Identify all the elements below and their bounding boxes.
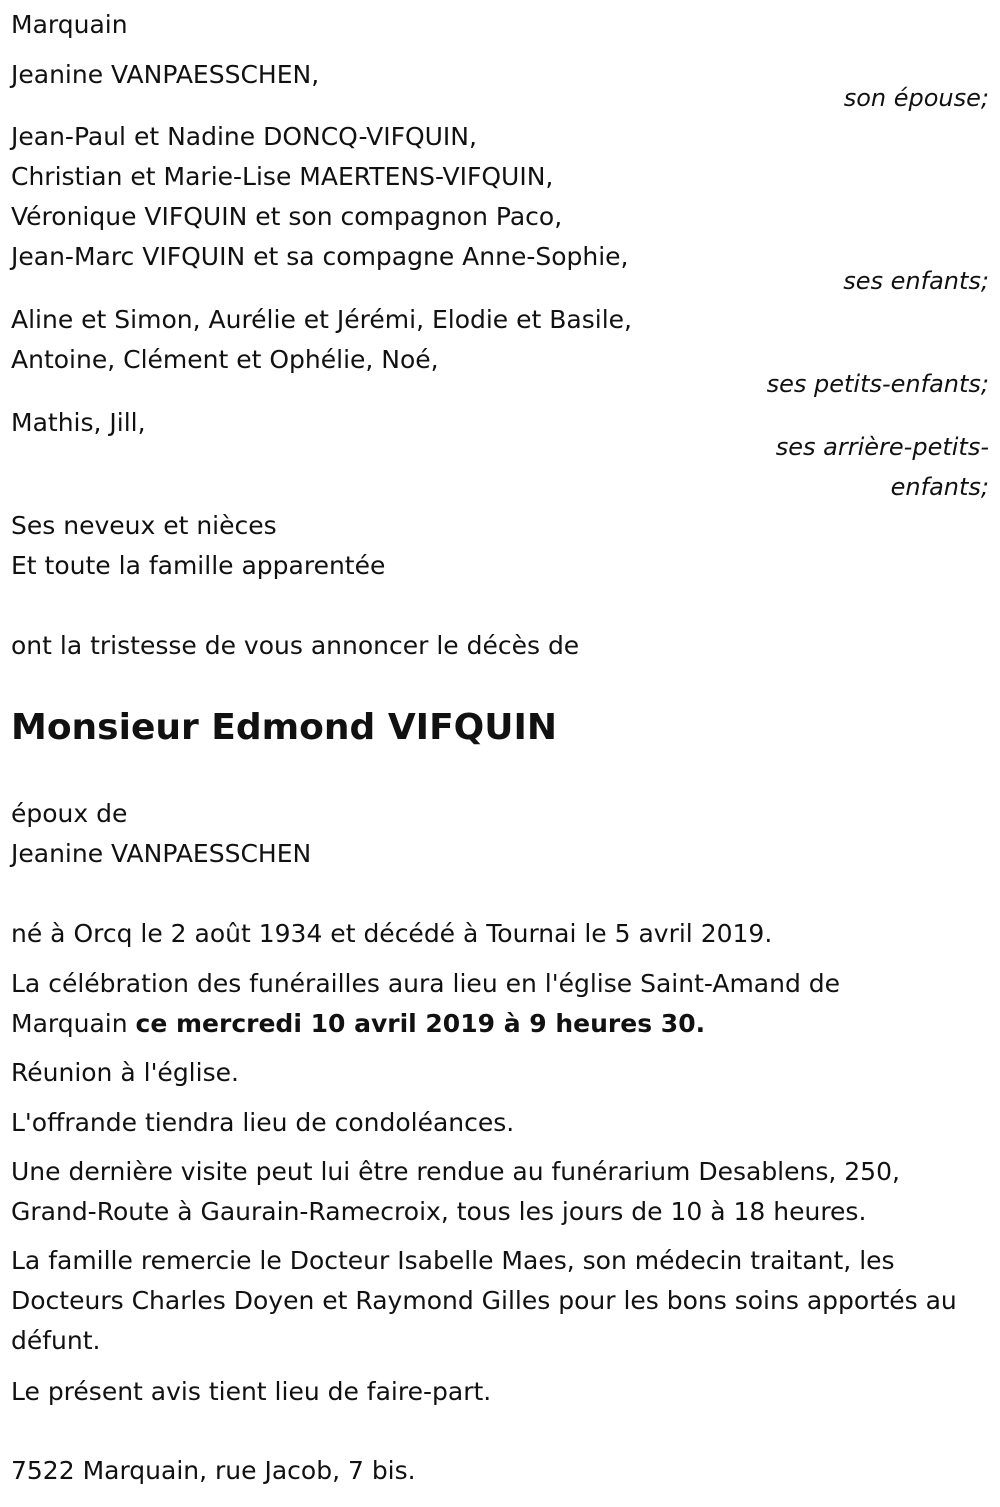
spouse-role: son épouse; bbox=[843, 84, 989, 112]
deceased-spouse-name: Jeanine VANPAESSCHEN bbox=[11, 839, 312, 868]
extended-family-line: Ses neveux et nièces bbox=[11, 511, 277, 540]
grandchildren-role: ses petits-enfants; bbox=[766, 370, 989, 398]
child-line: Jean-Marc VIFQUIN et sa compagne Anne-Sophie, bbox=[11, 242, 629, 271]
ceremony-date-time: ce mercredi 10 avril 2019 à 9 heures 30. bbox=[135, 1009, 706, 1038]
spouse-name: Jeanine VANPAESSCHEN, bbox=[11, 60, 320, 89]
location-header: Marquain bbox=[11, 10, 128, 39]
grandchild-line: Antoine, Clément et Ophélie, Noé, bbox=[11, 345, 439, 374]
birth-death-details: né à Orcq le 2 août 1934 et décédé à Tournai le 5 avril 2019. bbox=[11, 919, 773, 948]
ceremony-details-continued bbox=[11, 1004, 705, 1044]
ceremony-place: Marquain bbox=[11, 1009, 136, 1038]
notice-info: Le présent avis tient lieu de faire-part. bbox=[11, 1377, 492, 1406]
great-grandchildren-role: enfants; bbox=[890, 473, 989, 501]
great-grandchild-line: Mathis, Jill, bbox=[11, 408, 146, 437]
spouse-intro: époux de bbox=[11, 799, 128, 828]
children-role: ses enfants; bbox=[843, 267, 989, 295]
deceased-name: Monsieur Edmond VIFQUIN bbox=[11, 707, 558, 748]
child-line: Christian et Marie-Lise MAERTENS-VIFQUIN, bbox=[11, 162, 554, 191]
announcement-text: ont la tristesse de vous annoncer le décès de bbox=[11, 631, 580, 660]
ceremony-details: La célébration des funérailles aura lieu en l'église Saint-Amand de bbox=[11, 969, 841, 998]
visit-info: Une dernière visite peut lui être rendue au funérarium Desablens, 250, Grand-Route à Gaurain-Ramecroix, tous les jours de 10 à 18 heures. bbox=[11, 1157, 900, 1226]
meeting-info: Réunion à l'église. bbox=[11, 1058, 239, 1087]
grandchild-line: Aline et Simon, Aurélie et Jérémi, Elodie et Basile, bbox=[11, 305, 632, 334]
extended-family-line: Et toute la famille apparentée bbox=[11, 551, 386, 580]
address: 7522 Marquain, rue Jacob, 7 bis. bbox=[11, 1456, 416, 1485]
great-grandchildren-role: ses arrière-petits- bbox=[775, 433, 989, 461]
offering-info: L'offrande tiendra lieu de condoléances. bbox=[11, 1108, 515, 1137]
child-line: Véronique VIFQUIN et son compagnon Paco, bbox=[11, 202, 563, 231]
child-line: Jean-Paul et Nadine DONCQ-VIFQUIN, bbox=[11, 122, 477, 151]
thanks-info: La famille remercie le Docteur Isabelle Maes, son médecin traitant, les Docteurs Charles Doyen et Raymond Gilles pour les bons soins apportés au défunt. bbox=[11, 1246, 957, 1355]
